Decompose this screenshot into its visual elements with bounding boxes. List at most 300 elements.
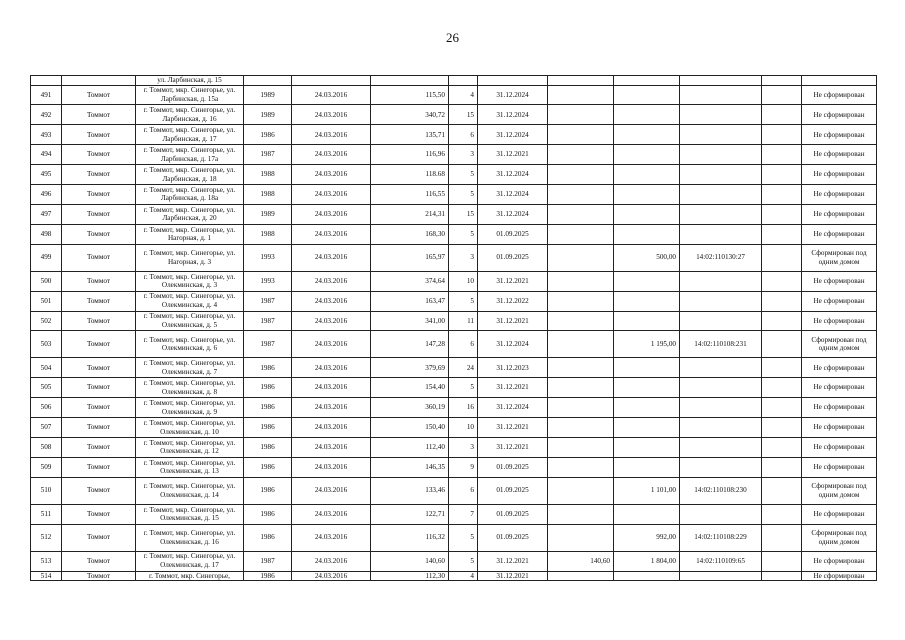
deadline-cell: 01.09.2025 <box>478 477 548 504</box>
table-row <box>31 85 877 105</box>
deadline-cell: 31.12.2021 <box>478 311 548 331</box>
deadline-cell: 01.09.2025 <box>478 457 548 477</box>
build-year-cell: 1986 <box>244 504 292 524</box>
build-year-cell: 1986 <box>244 524 292 551</box>
row-number-cell: 501 <box>31 291 62 311</box>
table-row <box>31 291 877 311</box>
status-cell: Не сформирован <box>802 291 877 311</box>
row-number-cell: 508 <box>31 437 62 457</box>
deadline-cell: 31.12.2021 <box>478 145 548 165</box>
table-row <box>31 271 877 291</box>
area-cell: 163,47 <box>371 291 449 311</box>
address-cell: г. Томмот, мкр. Синегорье, ул. Ларбинская, д. 18 <box>136 165 244 185</box>
row-number-cell: 509 <box>31 457 62 477</box>
build-year-cell: 1986 <box>244 457 292 477</box>
table-row <box>31 204 877 224</box>
date-cell: 24.03.2016 <box>292 85 371 105</box>
deadline-cell: 31.12.2024 <box>478 165 548 185</box>
address-cell: г. Томмот, мкр. Синегорье, ул. Нагорная, д. 1 <box>136 224 244 244</box>
plot-area-cell <box>614 311 680 331</box>
extra-area-cell <box>548 145 614 165</box>
extra-area-cell <box>548 457 614 477</box>
count-cell: 4 <box>449 85 478 105</box>
status-cell: Не сформирован <box>802 571 877 581</box>
row-number-cell: 496 <box>31 185 62 205</box>
empty-cell <box>762 85 802 105</box>
plot-area-cell <box>614 457 680 477</box>
deadline-cell: 01.09.2025 <box>478 224 548 244</box>
extra-area-cell <box>548 185 614 205</box>
city-cell: Томмот <box>62 551 136 571</box>
empty-cell <box>762 165 802 185</box>
address-cell: г. Томмот, мкр. Синегорье, ул. Олекминская, д. 10 <box>136 418 244 438</box>
address-cell: ул. Ларбинская, д. 15 <box>136 76 244 86</box>
extra-area-cell <box>548 571 614 581</box>
table-row <box>31 524 877 551</box>
cadastral-number-cell <box>680 504 762 524</box>
table-row <box>31 477 877 504</box>
cadastral-number-cell: 14:02:110108:229 <box>680 524 762 551</box>
row-number-cell: 512 <box>31 524 62 551</box>
city-cell: Томмот <box>62 457 136 477</box>
area-cell <box>371 76 449 86</box>
empty-cell <box>762 524 802 551</box>
table-row <box>31 76 877 86</box>
extra-area-cell <box>548 311 614 331</box>
deadline-cell: 31.12.2024 <box>478 331 548 358</box>
city-cell: Томмот <box>62 398 136 418</box>
status-cell: Сформирован под одним домом <box>802 244 877 271</box>
plot-area-cell <box>614 105 680 125</box>
city-cell: Томмот <box>62 271 136 291</box>
status-cell: Сформирован под одним домом <box>802 477 877 504</box>
empty-cell <box>762 311 802 331</box>
empty-cell <box>762 185 802 205</box>
status-cell: Не сформирован <box>802 85 877 105</box>
extra-area-cell <box>548 437 614 457</box>
city-cell: Томмот <box>62 477 136 504</box>
status-cell <box>802 76 877 86</box>
area-cell: 140,60 <box>371 551 449 571</box>
deadline-cell: 31.12.2023 <box>478 358 548 378</box>
city-cell: Томмот <box>62 291 136 311</box>
empty-cell <box>762 477 802 504</box>
build-year-cell: 1993 <box>244 271 292 291</box>
deadline-cell: 01.09.2025 <box>478 504 548 524</box>
status-cell: Не сформирован <box>802 271 877 291</box>
row-number-cell: 511 <box>31 504 62 524</box>
count-cell: 5 <box>449 165 478 185</box>
table-row <box>31 358 877 378</box>
table-row <box>31 437 877 457</box>
date-cell: 24.03.2016 <box>292 437 371 457</box>
status-cell: Сформирован под одним домом <box>802 331 877 358</box>
status-cell: Не сформирован <box>802 457 877 477</box>
area-cell: 116,55 <box>371 185 449 205</box>
row-number-cell: 497 <box>31 204 62 224</box>
date-cell: 24.03.2016 <box>292 571 371 581</box>
address-cell: г. Томмот, мкр. Синегорье, ул. Ларбинская, д. 17а <box>136 145 244 165</box>
area-cell: 112,40 <box>371 437 449 457</box>
table-row <box>31 457 877 477</box>
row-number-cell: 492 <box>31 105 62 125</box>
empty-cell <box>762 504 802 524</box>
table-row <box>31 165 877 185</box>
date-cell: 24.03.2016 <box>292 271 371 291</box>
plot-area-cell <box>614 85 680 105</box>
deadline-cell: 31.12.2024 <box>478 398 548 418</box>
date-cell: 24.03.2016 <box>292 378 371 398</box>
count-cell: 15 <box>449 105 478 125</box>
city-cell: Томмот <box>62 85 136 105</box>
cadastral-number-cell <box>680 204 762 224</box>
row-number-cell: 499 <box>31 244 62 271</box>
row-number-cell: 495 <box>31 165 62 185</box>
address-cell: г. Томмот, мкр. Синегорье, ул. Олекминская, д. 17 <box>136 551 244 571</box>
cadastral-number-cell <box>680 457 762 477</box>
count-cell: 6 <box>449 477 478 504</box>
table-row <box>31 378 877 398</box>
count-cell: 5 <box>449 185 478 205</box>
city-cell: Томмот <box>62 358 136 378</box>
build-year-cell: 1988 <box>244 185 292 205</box>
row-number-cell: 510 <box>31 477 62 504</box>
city-cell: Томмот <box>62 145 136 165</box>
address-cell: г. Томмот, мкр. Синегорье, ул. Ларбинская, д. 15а <box>136 85 244 105</box>
plot-area-cell: 1 195,00 <box>614 331 680 358</box>
row-number-cell: 513 <box>31 551 62 571</box>
address-cell: г. Томмот, мкр. Синегорье, ул. Нагорная, д. 3 <box>136 244 244 271</box>
table-row <box>31 571 877 581</box>
area-cell: 118.68 <box>371 165 449 185</box>
table-row <box>31 551 877 571</box>
count-cell: 3 <box>449 244 478 271</box>
cadastral-number-cell <box>680 185 762 205</box>
build-year-cell: 1986 <box>244 125 292 145</box>
deadline-cell: 31.12.2021 <box>478 418 548 438</box>
cadastral-number-cell <box>680 378 762 398</box>
row-number-cell: 505 <box>31 378 62 398</box>
empty-cell <box>762 418 802 438</box>
empty-cell <box>762 224 802 244</box>
build-year-cell: 1986 <box>244 378 292 398</box>
empty-cell <box>762 551 802 571</box>
row-number-cell: 491 <box>31 85 62 105</box>
build-year-cell: 1988 <box>244 165 292 185</box>
extra-area-cell <box>548 125 614 145</box>
table-row <box>31 125 877 145</box>
build-year-cell: 1986 <box>244 358 292 378</box>
cadastral-number-cell <box>680 165 762 185</box>
date-cell: 24.03.2016 <box>292 145 371 165</box>
table-row <box>31 244 877 271</box>
count-cell: 5 <box>449 291 478 311</box>
count-cell <box>449 76 478 86</box>
date-cell: 24.03.2016 <box>292 244 371 271</box>
address-cell: г. Томмот, мкр. Синегорье, ул. Ларбинская, д. 17 <box>136 125 244 145</box>
cadastral-number-cell <box>680 224 762 244</box>
status-cell: Не сформирован <box>802 504 877 524</box>
extra-area-cell <box>548 358 614 378</box>
city-cell: Томмот <box>62 571 136 581</box>
extra-area-cell: 140,60 <box>548 551 614 571</box>
date-cell: 24.03.2016 <box>292 504 371 524</box>
date-cell: 24.03.2016 <box>292 125 371 145</box>
housing-registry-table <box>30 75 877 581</box>
deadline-cell: 31.12.2024 <box>478 185 548 205</box>
count-cell: 5 <box>449 224 478 244</box>
deadline-cell: 31.12.2021 <box>478 437 548 457</box>
cadastral-number-cell <box>680 291 762 311</box>
city-cell: Томмот <box>62 504 136 524</box>
empty-cell <box>762 76 802 86</box>
status-cell: Не сформирован <box>802 551 877 571</box>
count-cell: 15 <box>449 204 478 224</box>
plot-area-cell <box>614 165 680 185</box>
empty-cell <box>762 244 802 271</box>
build-year-cell: 1988 <box>244 224 292 244</box>
empty-cell <box>762 398 802 418</box>
deadline-cell: 31.12.2024 <box>478 204 548 224</box>
date-cell: 24.03.2016 <box>292 185 371 205</box>
page-number: 26 <box>446 30 459 45</box>
deadline-cell: 31.12.2022 <box>478 291 548 311</box>
plot-area-cell <box>614 358 680 378</box>
date-cell <box>292 76 371 86</box>
area-cell: 341,00 <box>371 311 449 331</box>
count-cell: 5 <box>449 524 478 551</box>
plot-area-cell <box>614 271 680 291</box>
city-cell: Томмот <box>62 244 136 271</box>
date-cell: 24.03.2016 <box>292 291 371 311</box>
status-cell: Не сформирован <box>802 165 877 185</box>
address-cell: г. Томмот, мкр. Синегорье, ул. Олекминская, д. 12 <box>136 437 244 457</box>
deadline-cell: 31.12.2024 <box>478 105 548 125</box>
cadastral-number-cell: 14:02:110108:230 <box>680 477 762 504</box>
area-cell: 147,28 <box>371 331 449 358</box>
address-cell: г. Томмот, мкр. Синегорье, ул. Олекминская, д. 3 <box>136 271 244 291</box>
build-year-cell: 1986 <box>244 571 292 581</box>
table-row <box>31 224 877 244</box>
extra-area-cell <box>548 418 614 438</box>
deadline-cell: 31.12.2021 <box>478 271 548 291</box>
empty-cell <box>762 378 802 398</box>
count-cell: 7 <box>449 504 478 524</box>
area-cell: 133,46 <box>371 477 449 504</box>
empty-cell <box>762 271 802 291</box>
build-year-cell: 1987 <box>244 331 292 358</box>
plot-area-cell <box>614 504 680 524</box>
cadastral-number-cell <box>680 418 762 438</box>
empty-cell <box>762 145 802 165</box>
count-cell: 9 <box>449 457 478 477</box>
address-cell: г. Томмот, мкр. Синегорье, ул. Олекминская, д. 4 <box>136 291 244 311</box>
table-row <box>31 145 877 165</box>
row-number-cell <box>31 76 62 86</box>
area-cell: 165,97 <box>371 244 449 271</box>
row-number-cell: 498 <box>31 224 62 244</box>
count-cell: 11 <box>449 311 478 331</box>
city-cell: Томмот <box>62 378 136 398</box>
extra-area-cell <box>548 204 614 224</box>
row-number-cell: 507 <box>31 418 62 438</box>
count-cell: 16 <box>449 398 478 418</box>
date-cell: 24.03.2016 <box>292 105 371 125</box>
status-cell: Не сформирован <box>802 145 877 165</box>
row-number-cell: 493 <box>31 125 62 145</box>
count-cell: 3 <box>449 145 478 165</box>
city-cell: Томмот <box>62 165 136 185</box>
build-year-cell: 1989 <box>244 85 292 105</box>
plot-area-cell <box>614 224 680 244</box>
cadastral-number-cell: 14:02:110130:27 <box>680 244 762 271</box>
city-cell: Томмот <box>62 185 136 205</box>
area-cell: 154,40 <box>371 378 449 398</box>
deadline-cell: 31.12.2021 <box>478 378 548 398</box>
count-cell: 3 <box>449 437 478 457</box>
cadastral-number-cell <box>680 311 762 331</box>
date-cell: 24.03.2016 <box>292 457 371 477</box>
extra-area-cell <box>548 331 614 358</box>
count-cell: 5 <box>449 551 478 571</box>
row-number-cell: 503 <box>31 331 62 358</box>
cadastral-number-cell <box>680 76 762 86</box>
city-cell: Томмот <box>62 418 136 438</box>
area-cell: 146,35 <box>371 457 449 477</box>
date-cell: 24.03.2016 <box>292 165 371 185</box>
cadastral-number-cell <box>680 358 762 378</box>
address-cell: г. Томмот, мкр. Синегорье, ул. Ларбинская, д. 18а <box>136 185 244 205</box>
table-body <box>31 76 877 581</box>
extra-area-cell <box>548 398 614 418</box>
plot-area-cell <box>614 418 680 438</box>
address-cell: г. Томмот, мкр. Синегорье, ул. Олекминская, д. 13 <box>136 457 244 477</box>
count-cell: 24 <box>449 358 478 378</box>
area-cell: 112,30 <box>371 571 449 581</box>
empty-cell <box>762 204 802 224</box>
status-cell: Не сформирован <box>802 378 877 398</box>
status-cell: Не сформирован <box>802 311 877 331</box>
address-cell: г. Томмот, мкр. Синегорье, ул. Ларбинская, д. 16 <box>136 105 244 125</box>
area-cell: 379,69 <box>371 358 449 378</box>
count-cell: 6 <box>449 331 478 358</box>
area-cell: 122,71 <box>371 504 449 524</box>
area-cell: 150,40 <box>371 418 449 438</box>
date-cell: 24.03.2016 <box>292 551 371 571</box>
empty-cell <box>762 358 802 378</box>
date-cell: 24.03.2016 <box>292 398 371 418</box>
empty-cell <box>762 291 802 311</box>
cadastral-number-cell <box>680 85 762 105</box>
cadastral-number-cell <box>680 571 762 581</box>
extra-area-cell <box>548 165 614 185</box>
plot-area-cell: 500,00 <box>614 244 680 271</box>
extra-area-cell <box>548 85 614 105</box>
cadastral-number-cell <box>680 398 762 418</box>
count-cell: 10 <box>449 271 478 291</box>
address-cell: г. Томмот, мкр. Синегорье, ул. Ларбинская, д. 20 <box>136 204 244 224</box>
city-cell: Томмот <box>62 311 136 331</box>
date-cell: 24.03.2016 <box>292 418 371 438</box>
city-cell: Томмот <box>62 331 136 358</box>
address-cell: г. Томмот, мкр. Синегорье, ул. Олекминская, д. 16 <box>136 524 244 551</box>
table-row <box>31 398 877 418</box>
build-year-cell: 1987 <box>244 311 292 331</box>
row-number-cell: 494 <box>31 145 62 165</box>
status-cell: Не сформирован <box>802 125 877 145</box>
table-row <box>31 105 877 125</box>
address-cell: г. Томмот, мкр. Синегорье, ул. Олекминская, д. 8 <box>136 378 244 398</box>
plot-area-cell <box>614 291 680 311</box>
row-number-cell: 506 <box>31 398 62 418</box>
plot-area-cell <box>614 76 680 86</box>
build-year-cell: 1986 <box>244 477 292 504</box>
row-number-cell: 502 <box>31 311 62 331</box>
city-cell: Томмот <box>62 204 136 224</box>
extra-area-cell <box>548 378 614 398</box>
date-cell: 24.03.2016 <box>292 204 371 224</box>
build-year-cell: 1989 <box>244 105 292 125</box>
build-year-cell: 1987 <box>244 145 292 165</box>
status-cell: Сформирован под одним домом <box>802 524 877 551</box>
extra-area-cell <box>548 271 614 291</box>
extra-area-cell <box>548 291 614 311</box>
cadastral-number-cell <box>680 437 762 457</box>
count-cell: 10 <box>449 418 478 438</box>
area-cell: 214,31 <box>371 204 449 224</box>
area-cell: 115,50 <box>371 85 449 105</box>
status-cell: Не сформирован <box>802 358 877 378</box>
build-year-cell: 1987 <box>244 551 292 571</box>
plot-area-cell <box>614 437 680 457</box>
extra-area-cell <box>548 224 614 244</box>
plot-area-cell: 1 804,00 <box>614 551 680 571</box>
plot-area-cell: 1 101,00 <box>614 477 680 504</box>
row-number-cell: 504 <box>31 358 62 378</box>
empty-cell <box>762 331 802 358</box>
row-number-cell: 514 <box>31 571 62 581</box>
address-cell: г. Томмот, мкр. Синегорье, ул. Олекминская, д. 15 <box>136 504 244 524</box>
plot-area-cell <box>614 398 680 418</box>
empty-cell <box>762 457 802 477</box>
address-cell: г. Томмот, мкр. Синегорье, ул. Олекминская, д. 14 <box>136 477 244 504</box>
plot-area-cell: 992,00 <box>614 524 680 551</box>
build-year-cell: 1986 <box>244 418 292 438</box>
cadastral-number-cell: 14:02:110109:65 <box>680 551 762 571</box>
status-cell: Не сформирован <box>802 204 877 224</box>
address-cell: г. Томмот, мкр. Синегорье, ул. Олекминская, д. 6 <box>136 331 244 358</box>
status-cell: Не сформирован <box>802 185 877 205</box>
date-cell: 24.03.2016 <box>292 477 371 504</box>
extra-area-cell <box>548 76 614 86</box>
address-cell: г. Томмот, мкр. Синегорье, ул. Олекминская, д. 9 <box>136 398 244 418</box>
count-cell: 5 <box>449 378 478 398</box>
area-cell: 135,71 <box>371 125 449 145</box>
area-cell: 116,32 <box>371 524 449 551</box>
city-cell: Томмот <box>62 105 136 125</box>
row-number-cell: 500 <box>31 271 62 291</box>
build-year-cell: 1989 <box>244 204 292 224</box>
empty-cell <box>762 571 802 581</box>
address-cell: г. Томмот, мкр. Синегорье, ул. Олекминская, д. 7 <box>136 358 244 378</box>
plot-area-cell <box>614 145 680 165</box>
cadastral-number-cell <box>680 125 762 145</box>
address-cell: г. Томмот, мкр. Синегорье, <box>136 571 244 581</box>
table-row <box>31 504 877 524</box>
date-cell: 24.03.2016 <box>292 358 371 378</box>
address-cell: г. Томмот, мкр. Синегорье, ул. Олекминская, д. 5 <box>136 311 244 331</box>
area-cell: 116,96 <box>371 145 449 165</box>
